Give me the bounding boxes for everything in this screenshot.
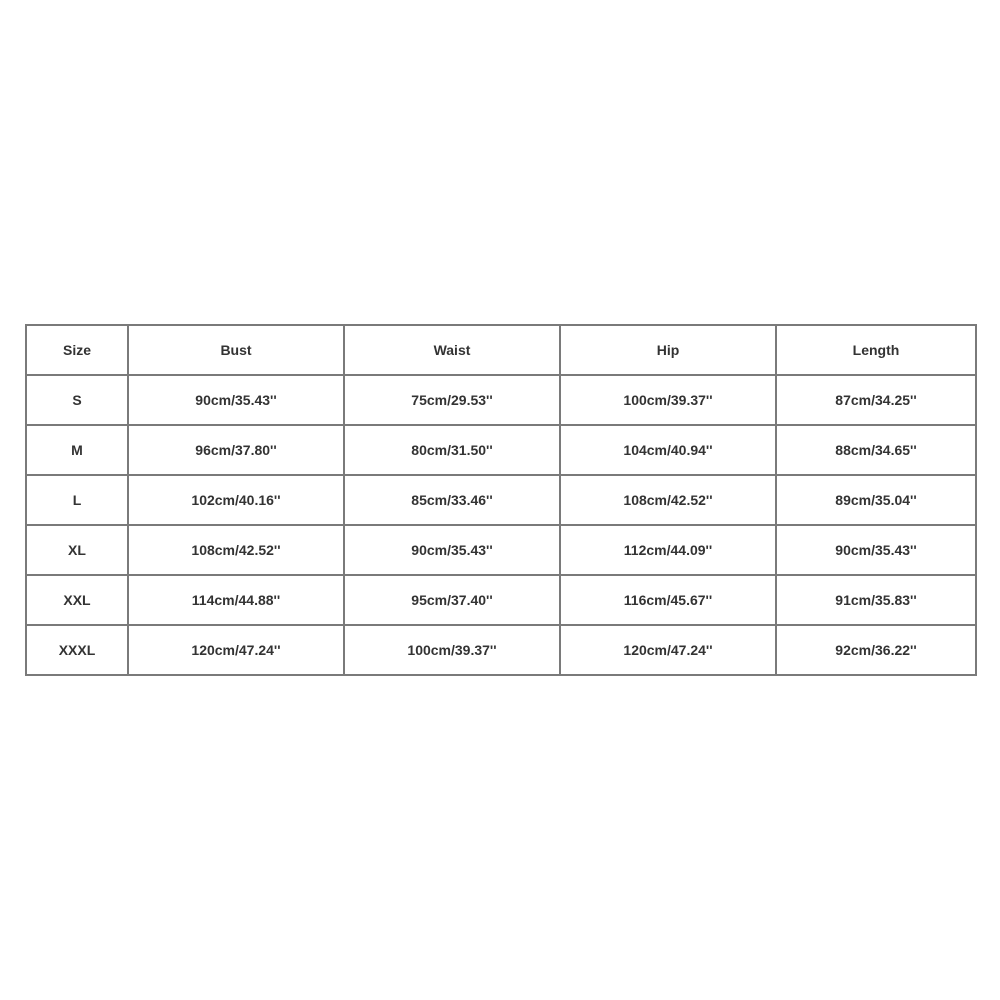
header-size: Size (26, 325, 128, 375)
cell-size: S (26, 375, 128, 425)
header-waist: Waist (344, 325, 560, 375)
cell-size: XXXL (26, 625, 128, 675)
table-header-row (26, 325, 976, 375)
cell-length: 87cm/34.25'' (776, 375, 976, 425)
table-row (26, 425, 976, 475)
cell-size: XXL (26, 575, 128, 625)
cell-hip: 108cm/42.52'' (560, 475, 776, 525)
cell-hip: 104cm/40.94'' (560, 425, 776, 475)
table-row (26, 625, 976, 675)
cell-waist: 100cm/39.37'' (344, 625, 560, 675)
cell-bust: 96cm/37.80'' (128, 425, 344, 475)
header-length: Length (776, 325, 976, 375)
cell-hip: 112cm/44.09'' (560, 525, 776, 575)
table-row (26, 525, 976, 575)
cell-length: 92cm/36.22'' (776, 625, 976, 675)
cell-hip: 120cm/47.24'' (560, 625, 776, 675)
cell-size: L (26, 475, 128, 525)
header-hip: Hip (560, 325, 776, 375)
cell-length: 88cm/34.65'' (776, 425, 976, 475)
cell-waist: 95cm/37.40'' (344, 575, 560, 625)
cell-bust: 120cm/47.24'' (128, 625, 344, 675)
cell-bust: 102cm/40.16'' (128, 475, 344, 525)
header-bust: Bust (128, 325, 344, 375)
cell-waist: 85cm/33.46'' (344, 475, 560, 525)
cell-bust: 114cm/44.88'' (128, 575, 344, 625)
cell-bust: 90cm/35.43'' (128, 375, 344, 425)
cell-hip: 100cm/39.37'' (560, 375, 776, 425)
table-row (26, 575, 976, 625)
cell-bust: 108cm/42.52'' (128, 525, 344, 575)
cell-hip: 116cm/45.67'' (560, 575, 776, 625)
cell-waist: 90cm/35.43'' (344, 525, 560, 575)
cell-length: 89cm/35.04'' (776, 475, 976, 525)
cell-length: 91cm/35.83'' (776, 575, 976, 625)
size-chart-table (25, 324, 977, 676)
cell-size: XL (26, 525, 128, 575)
cell-waist: 75cm/29.53'' (344, 375, 560, 425)
table-row (26, 475, 976, 525)
cell-waist: 80cm/31.50'' (344, 425, 560, 475)
cell-size: M (26, 425, 128, 475)
cell-length: 90cm/35.43'' (776, 525, 976, 575)
table-row (26, 375, 976, 425)
